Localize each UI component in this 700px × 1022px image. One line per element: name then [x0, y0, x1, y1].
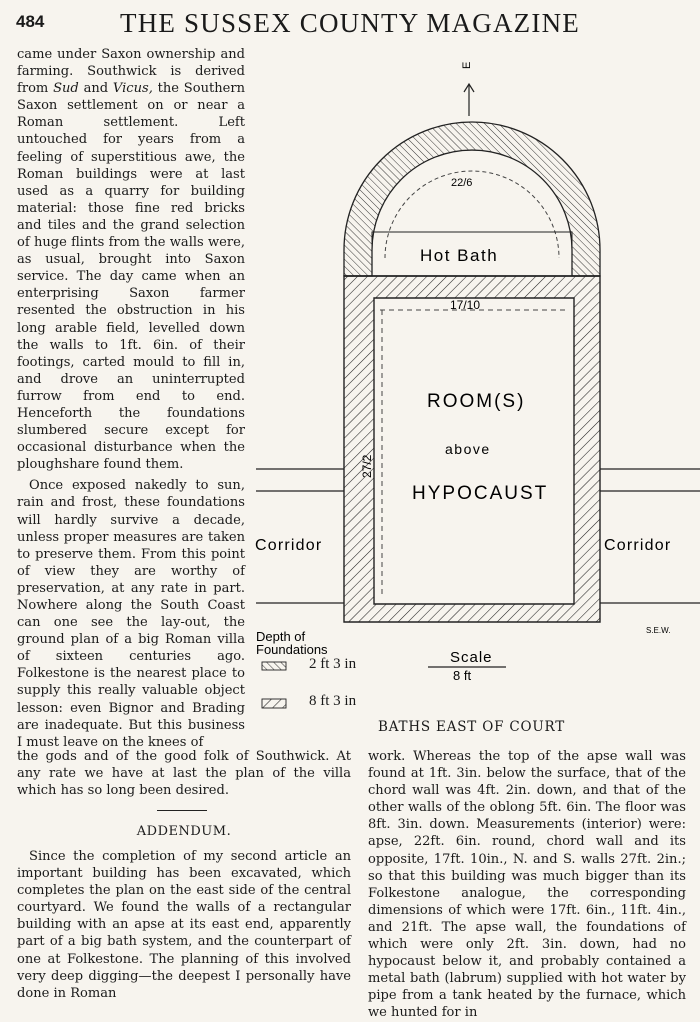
illustrator-initials: S.E.W.: [646, 626, 671, 635]
corridor-left-label: Corridor: [255, 537, 323, 554]
paragraph-preservation: Once exposed nakedly to sun, rain and frost, these foundations will hardly survive a decade, unless proper measures are taken to preserve them. From this point of view they are worthy of preservation, at any rate in part. Nowhere along the South Coast can one see the lay-out, the ground plan of a big Roman villa of sixteen centuries ago. Folkestone is the nearest place to supply this really valuable object lesson: even Bignor and Brading are inadequate. But this business I must leave on the knees of: [17, 478, 245, 750]
above-label: above: [445, 441, 491, 457]
depth-label-2: Foundations: [256, 642, 328, 657]
width-measure: 17/10: [450, 298, 481, 312]
length-measure: 27/2: [360, 454, 374, 478]
right-column-text: work. Whereas the top of the apse wall was found at 1ft. 3in. below the surface, that of the chord wall was 4ft. 2in. down, and that of the other walls of the oblong 5ft. 6in. The floor was 8ft. 3in. down. Measurements (interior) were: apse, 22ft. 6in. round, chord wall and its opposite, 17ft. 10in., N. and S. walls 27ft. 2in.; so that this building was much bigger than its Folkestone analogue, the corresponding dimensions of which were 17ft. 6in., 11ft. 4in., and 21ft. The apse wall, the foundations of which were only 2ft. 3in. down, had no hypocaust below it, and probably contained a metal bath (labrum) supplied with hot water by pipe from a tank heated by the furnace, which we hunted for in: [368, 749, 686, 1021]
legend-swatch-deep: [262, 699, 286, 708]
apse-measure: 22/6: [451, 177, 473, 189]
north-arrow: [461, 62, 474, 116]
scale-label: Scale: [450, 649, 493, 666]
legend-swatch-shallow: [262, 662, 286, 670]
hypocaust-label: HYPOCAUST: [412, 483, 549, 504]
page-number: 484: [16, 12, 45, 31]
legend-text-1: 2 ft 3 in: [309, 656, 357, 672]
scale-value: 8 ft: [453, 668, 472, 683]
hot-bath-label: Hot Bath: [420, 246, 499, 265]
figure-caption: BATHS EAST OF COURT: [378, 719, 566, 735]
north-label: E: [461, 61, 473, 69]
room-label: ROOM(S): [427, 391, 526, 412]
paragraph-saxon: came under Saxon ownership and farming. Southwick is derived from Sud and Vicus, the Southern Saxon settlement on or near a Roman settlement. Left untouched for years from a feeling of superstitious awe, the Roman buildings were at last used as a quarry for building material: those fine red bricks and tiles and the grand selection of huge flints from the walls were, as usual, brought into Saxon service. The day came when an enterprising Saxon farmer resented the obstruction in his long arable field, levelled down the walls to 1ft. 6in. of their footings, carted mould to fill in, and drove an uninterrupted furrow from end to end. Henceforth the foundations slumbered secure except for occasional disturbance when the ploughshare found them.: [17, 47, 245, 473]
depth-label-1: Depth of: [256, 629, 306, 644]
addendum-heading: ADDENDUM.: [136, 824, 232, 839]
legend-text-2: 8 ft 3 in: [309, 693, 357, 709]
addendum-text: Since the completion of my second article an important building has been excavated, which completes the plan on the east side of the central courtyard. We found the walls of a rectangular building with an apse at its east end, apparently part of a big bath system, and the counterpart of one at Folkestone. The planning of this involved very deep digging—the deepest I personally have done in Roman: [17, 849, 351, 1001]
magazine-title: THE SUSSEX COUNTY MAGAZINE: [120, 8, 580, 38]
corridor-right-label: Corridor: [604, 537, 672, 554]
conclusion-text: the gods and of the good folk of Southwick. At any rate we have at last the plan of the villa which has so long been desired.: [17, 749, 351, 799]
